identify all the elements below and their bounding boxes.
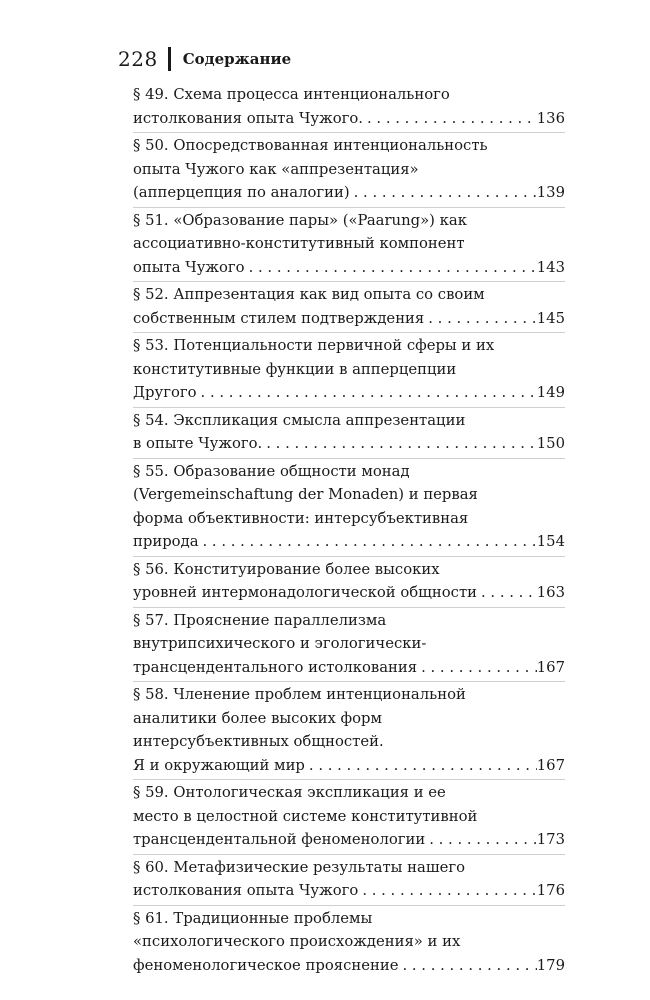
toc-entry-last-line (133, 181, 565, 205)
toc-entry-line: § 61. Традиционные проблемы (133, 909, 373, 927)
toc-entry-line: форма объективности: интерсубъективная (133, 509, 469, 527)
toc-entry-line: § 57. Прояснение параллелизма (133, 611, 387, 629)
toc-entry-last-line (133, 307, 565, 331)
toc-entry-line: «психологического происхождения» и их (133, 933, 461, 950)
toc-entry-last-line (133, 754, 565, 778)
toc-entry-last-line (133, 656, 565, 680)
toc-entry (133, 333, 565, 408)
toc-entry-line: конститутивные функции в апперцепции (133, 360, 457, 378)
dot-leader (363, 107, 537, 131)
toc-entry-line: § 49. Схема процесса интенционального (133, 86, 450, 103)
toc-entry-title-end: собственным стилем подтверждения (133, 309, 425, 327)
toc-entry-last-line (133, 381, 565, 405)
toc-entry-last-line (133, 530, 565, 554)
toc-page-number: 143 (536, 258, 565, 276)
toc-entry (133, 408, 565, 459)
toc-page-number: 154 (536, 533, 565, 550)
toc-entry-title-end: Другого (133, 384, 197, 401)
toc-entry (133, 82, 565, 133)
dot-leader (358, 879, 536, 903)
toc-entry-line: § 58. Членение проблем интенциональной (133, 686, 466, 703)
toc-entry-line: ассоциативно-конститутивный компонент (133, 235, 465, 252)
toc-entry (133, 906, 565, 980)
dot-leader (424, 307, 537, 331)
table-of-contents (133, 82, 565, 979)
toc-page-number: 167 (536, 756, 565, 774)
toc-entry-last-line (133, 879, 565, 903)
page-header (118, 44, 291, 74)
toc-page-number: 179 (536, 956, 565, 974)
toc-entry-title-end: (апперцепция по аналогии) (133, 184, 350, 201)
toc-entry-line: § 54. Экспликация смысла аппрезентации (133, 411, 466, 429)
toc-entry-title-end: истолкования опыта Чужого (133, 882, 359, 899)
toc-entry (133, 282, 565, 333)
page-number: 228 (118, 47, 158, 71)
dot-leader (477, 581, 537, 605)
dot-leader (350, 181, 537, 205)
toc-entry-title-end: опыта Чужого (133, 258, 245, 276)
toc-entry-line: § 52. Аппрезентация как вид опыта со своим (133, 286, 485, 303)
toc-entry-title-end: уровней интермонадологической общности (133, 584, 478, 601)
toc-page-number: 136 (536, 109, 565, 127)
toc-entry-line: интерсубъективных общностей. (133, 733, 384, 750)
dot-leader (199, 530, 537, 554)
toc-entry-line: § 53. Потенциальности первичной сферы и их (133, 337, 495, 354)
toc-entry-last-line (133, 432, 565, 456)
dot-leader (197, 381, 537, 405)
dot-leader (417, 656, 537, 680)
toc-entry-last-line (133, 256, 565, 280)
header-divider (168, 47, 171, 71)
toc-entry (133, 459, 565, 557)
toc-entry-line: § 55. Образование общности монад (133, 462, 410, 480)
toc-entry-last-line (133, 581, 565, 605)
toc-entry-line: § 50. Опосредствованная интенциональность (133, 137, 488, 154)
toc-entry-line: внутрипсихического и эгологически- (133, 635, 427, 652)
toc-entry-title-end: природа (133, 533, 199, 550)
toc-entry-last-line (133, 828, 565, 852)
toc-page-number: 176 (536, 882, 565, 899)
toc-entry-line: аналитики более высоких форм (133, 709, 382, 727)
toc-entry-line: § 51. «Образование пары» («Paarung») как (133, 211, 467, 229)
toc-entry-title-end: трансцендентального истолкования (133, 658, 418, 676)
toc-page-number: 145 (536, 309, 565, 327)
toc-entry-title-end: Я и окружающий мир (133, 756, 305, 774)
toc-page-number: 173 (536, 831, 565, 848)
toc-entry-line: (Vergemeinschaftung der Monaden) и первая (133, 486, 478, 503)
dot-leader (425, 828, 537, 852)
toc-entry-line: § 56. Конституирование более высоких (133, 560, 440, 578)
toc-entry (133, 780, 565, 855)
dot-leader (305, 754, 537, 778)
toc-page-number: 163 (536, 584, 565, 601)
toc-entry-last-line (133, 107, 565, 131)
toc-entry (133, 608, 565, 683)
toc-entry-last-line (133, 954, 565, 978)
toc-entry-title-end: феноменологическое прояснение (133, 956, 399, 974)
dot-leader (262, 432, 536, 456)
dot-leader (245, 256, 537, 280)
toc-entry (133, 682, 565, 780)
toc-entry-title-end: в опыте Чужого. (133, 435, 263, 452)
toc-entry-line: опыта Чужого как «аппрезентация» (133, 160, 419, 178)
toc-page-number: 139 (536, 184, 565, 201)
toc-entry (133, 133, 565, 208)
toc-entry (133, 208, 565, 283)
toc-entry-title-end: истолкования опыта Чужого. (133, 109, 364, 127)
toc-entry-line: § 59. Онтологическая экспликация и ее (133, 784, 446, 801)
toc-entry-line: место в целостной системе конститутивной (133, 807, 478, 825)
toc-page-number: 167 (536, 658, 565, 676)
toc-entry (133, 855, 565, 906)
toc-entry-title-end: трансцендентальной феноменологии (133, 831, 426, 848)
toc-page-number: 150 (536, 435, 565, 452)
toc-page-number: 149 (536, 384, 565, 401)
toc-entry (133, 557, 565, 608)
dot-leader (398, 954, 536, 978)
running-title: Содержание (182, 50, 292, 68)
toc-entry-line: § 60. Метафизические результаты нашего (133, 858, 466, 876)
